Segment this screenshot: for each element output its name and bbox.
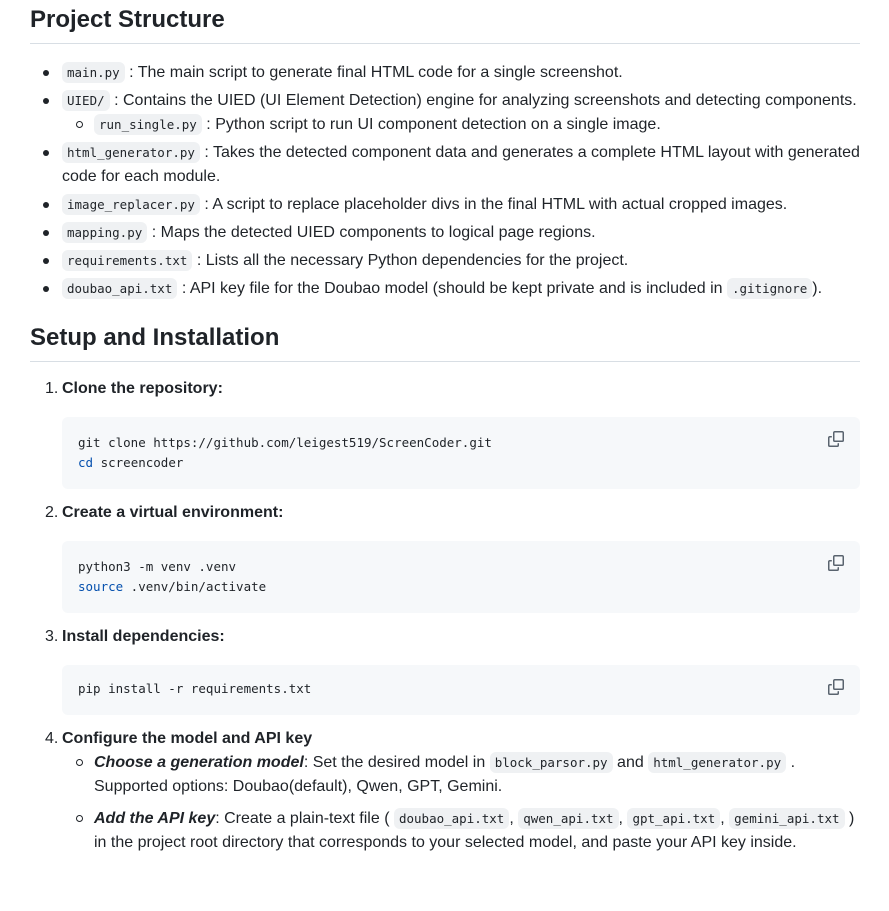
code-line bbox=[78, 453, 844, 473]
code-text: pip install -r requirements.txt bbox=[78, 681, 312, 696]
copy-icon[interactable] bbox=[828, 679, 844, 695]
list-item bbox=[62, 751, 860, 799]
nested-list bbox=[62, 751, 860, 855]
inline-code: gemini_api.txt bbox=[729, 808, 844, 829]
copy-icon[interactable] bbox=[828, 431, 844, 447]
inline-code: run_single.py bbox=[94, 114, 202, 135]
step-item bbox=[30, 377, 860, 489]
code-block bbox=[62, 417, 860, 489]
item-text: and bbox=[617, 754, 644, 771]
code-text: git clone https://github.com/leigest519/ScreenCoder.git bbox=[78, 435, 492, 450]
list-item bbox=[30, 277, 860, 301]
item-text: , bbox=[720, 810, 725, 827]
section-heading-setup: Setup and Installation bbox=[30, 323, 860, 362]
code-block bbox=[62, 541, 860, 613]
inline-code: html_generator.py bbox=[648, 752, 786, 773]
list-item bbox=[62, 113, 860, 137]
readme-content bbox=[30, 0, 860, 867]
inline-code: gpt_api.txt bbox=[627, 808, 720, 829]
item-text: : Python script to run UI component detection on a single image. bbox=[206, 116, 661, 133]
item-text: : Contains the UIED (UI Element Detection) engine for analyzing screenshots and detecting components. bbox=[114, 92, 857, 109]
item-text: : A script to replace placeholder divs in the final HTML with actual cropped images. bbox=[204, 196, 788, 213]
list-item bbox=[30, 141, 860, 189]
code-text: python3 -m venv .venv bbox=[78, 559, 237, 574]
list-item bbox=[30, 193, 860, 217]
item-text: , bbox=[509, 810, 514, 827]
step-number: 1. bbox=[45, 380, 59, 397]
code-keyword: source bbox=[78, 579, 124, 594]
list-item bbox=[30, 61, 860, 85]
item-text: ) in the project root directory that corresponds to your selected model, and paste your API key inside. bbox=[94, 810, 855, 851]
step-item bbox=[30, 501, 860, 613]
step-item bbox=[30, 727, 860, 855]
code-text: screencoder bbox=[93, 455, 184, 470]
item-text: : Maps the detected UIED components to logical page regions. bbox=[151, 224, 596, 241]
item-text: : Set the desired model in bbox=[303, 754, 486, 771]
item-text: , bbox=[618, 810, 623, 827]
step-number: 4. bbox=[45, 730, 59, 747]
list-item bbox=[62, 807, 860, 855]
item-text: : Lists all the necessary Python dependencies for the project. bbox=[196, 252, 629, 269]
item-text: . Supported options: Doubao(default), Qwen, GPT, Gemini. bbox=[94, 754, 796, 795]
list-item bbox=[30, 89, 860, 137]
inline-code: UIED/ bbox=[62, 90, 110, 111]
setup-steps bbox=[30, 377, 860, 855]
project-structure-list bbox=[30, 61, 860, 301]
inline-code: qwen_api.txt bbox=[518, 808, 618, 829]
inline-code: requirements.txt bbox=[62, 250, 192, 271]
step-title: Install dependencies: bbox=[62, 628, 225, 645]
code-line bbox=[78, 679, 844, 699]
inline-code: mapping.py bbox=[62, 222, 147, 243]
list-item bbox=[30, 221, 860, 245]
list-item bbox=[30, 249, 860, 273]
inline-code: doubao_api.txt bbox=[62, 278, 177, 299]
step-title: Clone the repository: bbox=[62, 380, 223, 397]
inline-code: block_parsor.py bbox=[490, 752, 613, 773]
inline-code: .gitignore bbox=[727, 278, 812, 299]
inline-code: main.py bbox=[62, 62, 125, 83]
item-label: Add the API key bbox=[94, 810, 216, 827]
item-text: : API key file for the Doubao model (should be kept private and is included in bbox=[181, 280, 723, 297]
item-text: : Create a plain-text file ( bbox=[215, 810, 390, 827]
item-label: Choose a generation model bbox=[94, 754, 304, 771]
step-number: 2. bbox=[45, 504, 59, 521]
step-title: Configure the model and API key bbox=[62, 730, 313, 747]
inline-code: image_replacer.py bbox=[62, 194, 200, 215]
step-item bbox=[30, 625, 860, 715]
code-line bbox=[78, 433, 844, 453]
code-line bbox=[78, 557, 844, 577]
inline-code: doubao_api.txt bbox=[394, 808, 509, 829]
step-number: 3. bbox=[45, 628, 59, 645]
code-text: .venv/bin/activate bbox=[123, 579, 267, 594]
nested-list bbox=[62, 113, 860, 137]
item-text: : Takes the detected component data and generates a complete HTML layout with generated code for each module. bbox=[62, 144, 860, 185]
code-line bbox=[78, 577, 844, 597]
code-keyword: cd bbox=[78, 455, 94, 470]
copy-icon[interactable] bbox=[828, 555, 844, 571]
code-block bbox=[62, 665, 860, 715]
step-title: Create a virtual environment: bbox=[62, 504, 284, 521]
inline-code: html_generator.py bbox=[62, 142, 200, 163]
section-heading-project-structure: Project Structure bbox=[30, 0, 860, 44]
item-text: ). bbox=[812, 280, 823, 297]
item-text: : The main script to generate final HTML code for a single screenshot. bbox=[129, 64, 623, 81]
